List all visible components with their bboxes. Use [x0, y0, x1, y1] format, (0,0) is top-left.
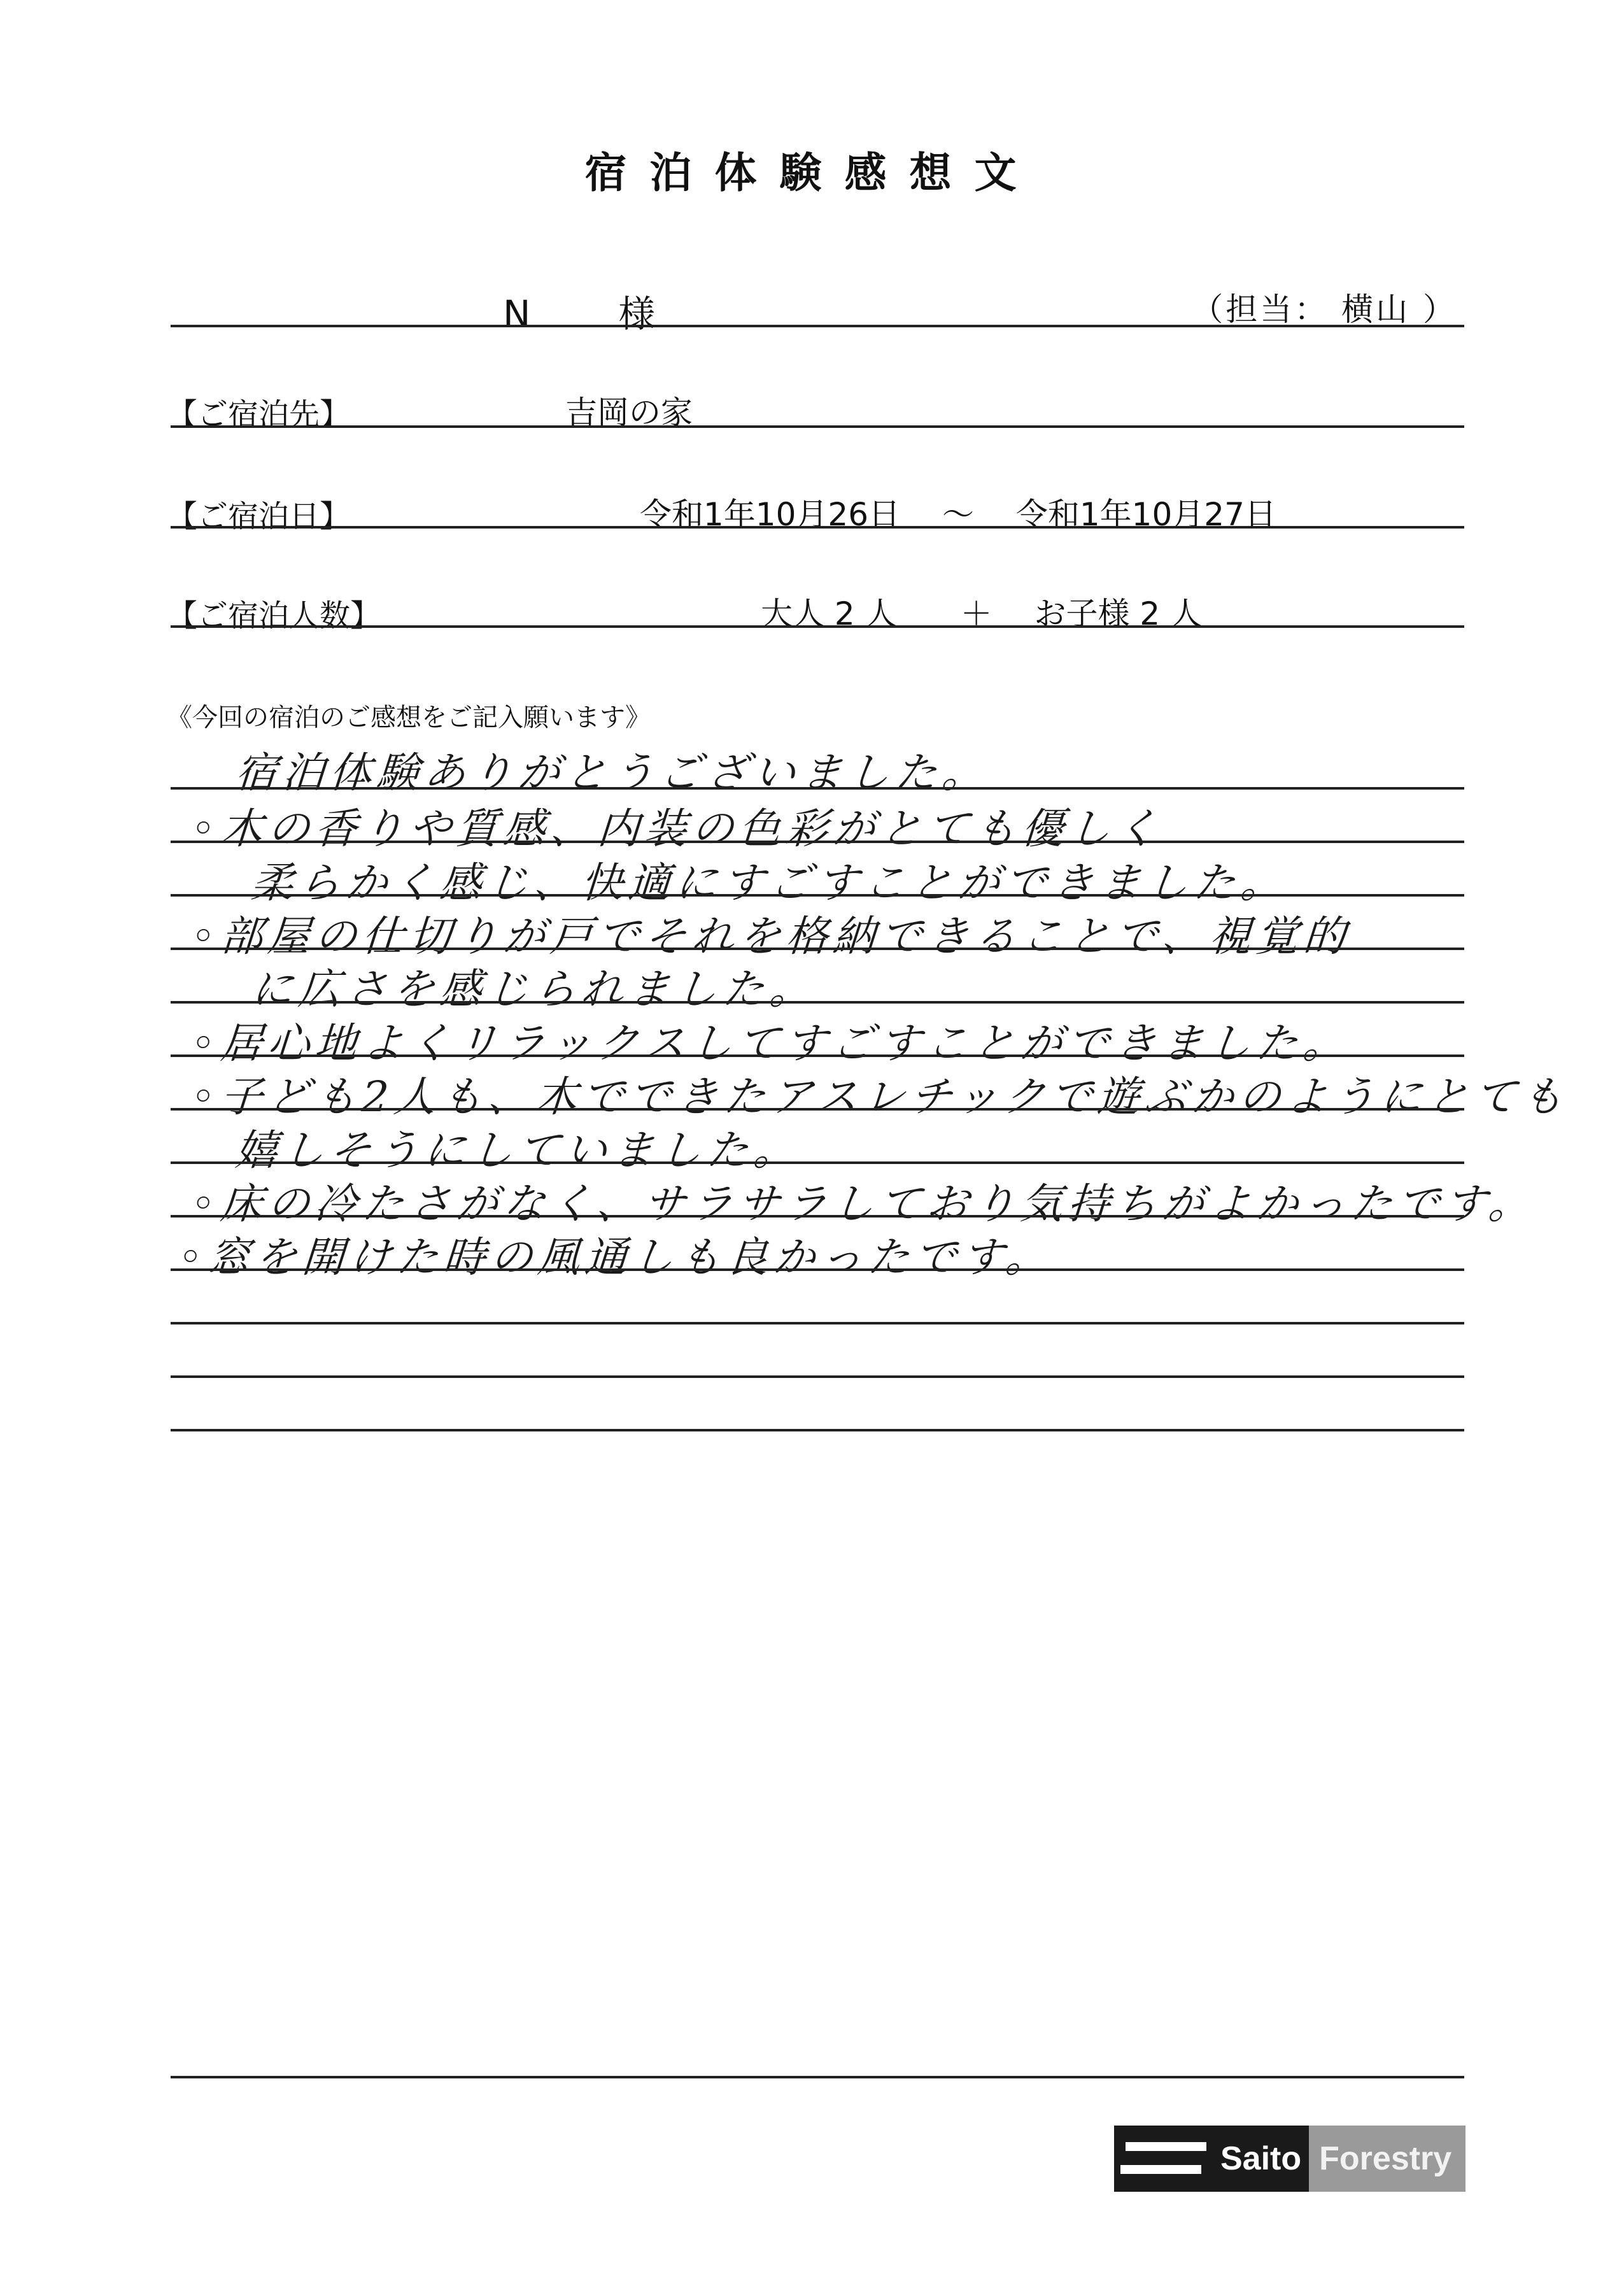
- guest-name: N 様: [503, 292, 681, 336]
- writing-rule-1: [171, 787, 1464, 790]
- field-value-guests: 大人 2 人 ＋ お子様 2 人: [761, 595, 1203, 632]
- writing-rule-3: [171, 894, 1464, 897]
- field-label-venue: 【ご宿泊先】: [167, 397, 351, 432]
- guests-rule: [171, 625, 1464, 628]
- writing-rule-8: [171, 1161, 1464, 1164]
- document-title: 宿泊体験感想文: [584, 148, 1040, 197]
- writing-rule-10: [171, 1268, 1464, 1271]
- writing-rule-12: [171, 1375, 1464, 1378]
- handwritten-line-10: ◦窓を開けた時の風通しも良かったです。: [176, 1233, 1054, 1282]
- field-label-guests: 【ご宿泊人数】: [167, 598, 381, 634]
- writing-rule-2: [171, 841, 1464, 843]
- comments-prompt: 《今回の宿泊のご感想をご記入願います》: [167, 703, 651, 732]
- footer-rule: [171, 2076, 1464, 2078]
- saito-forestry-logo: [1114, 2126, 1465, 2192]
- writing-rule-13: [171, 1429, 1464, 1431]
- logo-mark-icon: [1114, 2126, 1213, 2192]
- handwritten-line-7: ◦子ども2人も、木でできたアスレチックで遊ぶかのようにとても: [188, 1072, 1571, 1121]
- header-rule: [171, 325, 1464, 327]
- handwritten-line-1: 宿泊体験ありがとうございました。: [233, 748, 991, 797]
- handwritten-line-9: ◦床の冷たさがなく、サラサラしており気持ちがよかったです。: [188, 1179, 1537, 1228]
- writing-rule-5: [171, 1001, 1464, 1004]
- dates-rule: [171, 526, 1464, 529]
- handwritten-line-2: ◦木の香りや質感、内装の色彩がとても優しく: [188, 804, 1165, 853]
- writing-rule-7: [171, 1108, 1464, 1111]
- staff-in-charge: （担当： 横山 ）: [1191, 291, 1457, 328]
- venue-rule: [171, 425, 1464, 428]
- handwritten-line-3: 柔らかく感じ、快適にすごすことができました。: [249, 858, 1290, 907]
- handwritten-line-6: ◦居心地よくリラックスしてすごすことができました。: [188, 1019, 1352, 1068]
- field-label-dates: 【ご宿泊日】: [167, 499, 351, 534]
- logo-brand-forestry: Forestry: [1309, 2126, 1465, 2192]
- field-value-dates: 令和1年10月26日 ～ 令和1年10月27日: [640, 496, 1276, 533]
- writing-rule-4: [171, 948, 1464, 950]
- field-value-venue: 吉岡の家: [565, 394, 693, 431]
- handwritten-line-4: ◦部屋の仕切りが戸でそれを格納できることで、視覚的: [188, 912, 1352, 961]
- logo-brand-saito: Saito: [1213, 2126, 1309, 2192]
- handwritten-line-8: 嬉しそうにしていました。: [233, 1126, 803, 1175]
- writing-rule-6: [171, 1054, 1464, 1057]
- writing-rule-9: [171, 1215, 1464, 1218]
- writing-rule-11: [171, 1322, 1464, 1324]
- handwritten-line-5: に広さを感じられました。: [249, 965, 819, 1014]
